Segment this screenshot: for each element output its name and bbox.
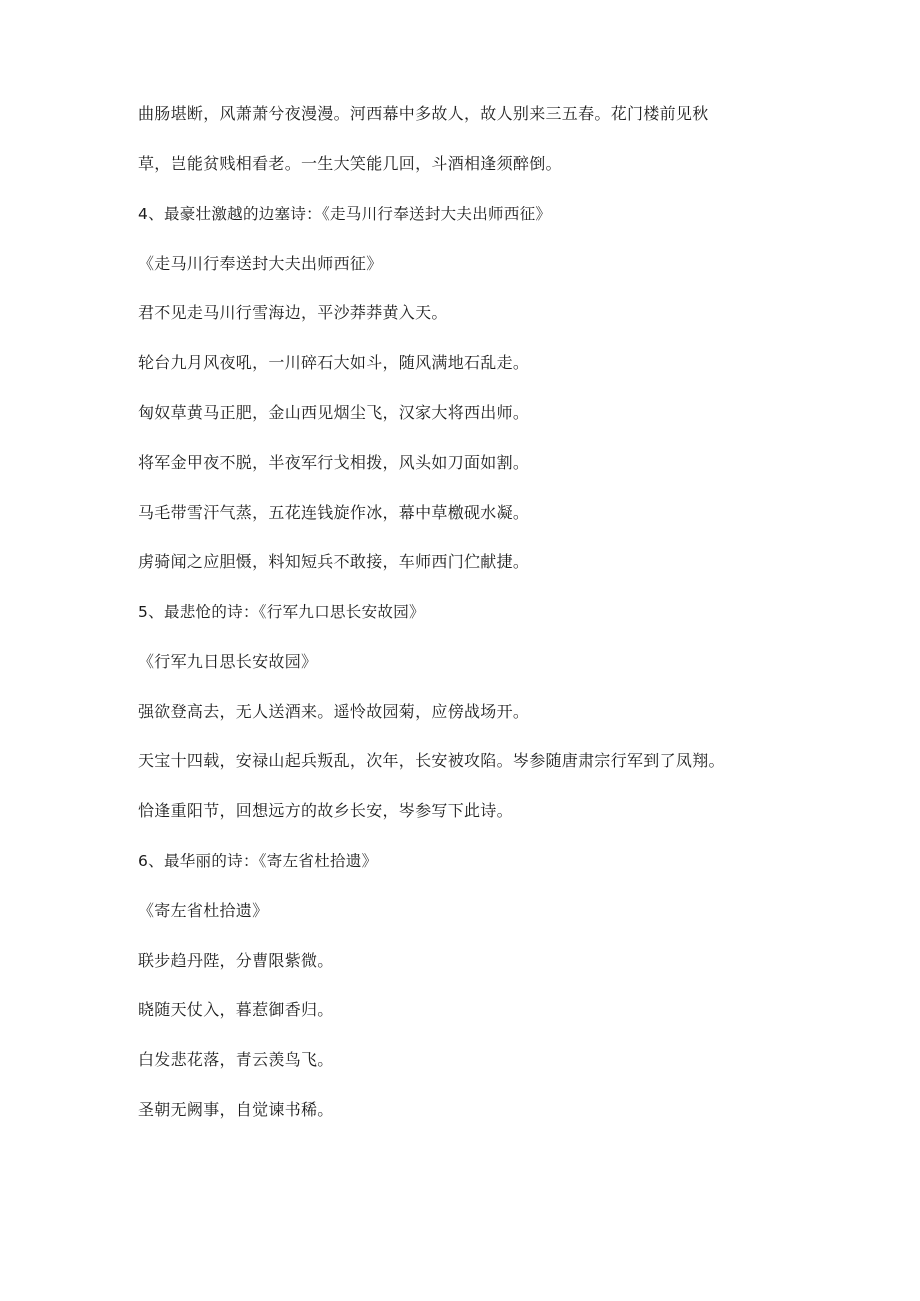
poem-line: 曲肠堪断，风萧萧兮夜漫漫。河西幕中多故人，故人别来三五春。花门楼前见秋: [138, 104, 709, 123]
poem-line: 强欲登高去，无人送酒来。遥怜故园菊，应傍战场开。: [138, 702, 530, 721]
poem-title: 《走马川行奉送封大夫出师西征》: [138, 254, 383, 273]
poem-line: 圣朝无阙事，自觉谏书稀。: [138, 1100, 334, 1119]
poem-line: 君不见走马川行雪海边，平沙莽莽黄入天。: [138, 303, 448, 322]
poem-line: 马毛带雪汗气蒸，五花连钱旋作冰，幕中草檄砚水凝。: [138, 503, 530, 522]
poem-line: 匈奴草黄马正肥，金山西见烟尘飞，汉家大将西出师。: [138, 403, 530, 422]
poem-line: 晓随天仗入，暮惹御香归。: [138, 1000, 334, 1019]
poem-line: 草，岂能贫贱相看老。一生大笑能几回，斗酒相逢须醉倒。: [138, 154, 562, 173]
section-heading: 5、最悲怆的诗：《行军九口思长安故园》: [138, 603, 425, 621]
poem-line: 将军金甲夜不脱，半夜军行戈相拨，风头如刀面如割。: [138, 453, 530, 472]
poem-line: 联步趋丹陛，分曹限紫微。: [138, 951, 334, 970]
section-heading: 4、最豪壮激越的边塞诗：《走马川行奉送封大夫出师西征》: [138, 205, 552, 223]
paragraph-line: 天宝十四载，安禄山起兵叛乱，次年，长安被攻陷。岑参随唐肃宗行军到了凤翔。: [138, 751, 725, 770]
paragraph-line: 恰逢重阳节，回想远方的故乡长安，岑参写下此诗。: [138, 801, 513, 820]
poem-line: 虏骑闻之应胆慑，料知短兵不敢接，车师西门伫献捷。: [138, 552, 530, 571]
poem-title: 《行军九日思长安故园》: [138, 652, 318, 671]
section-heading: 6、最华丽的诗：《寄左省杜拾遗》: [138, 852, 378, 870]
poem-line: 白发悲花落，青云羡鸟飞。: [138, 1050, 334, 1069]
poem-line: 轮台九月风夜吼，一川碎石大如斗，随风满地石乱走。: [138, 353, 530, 372]
poem-title: 《寄左省杜拾遗》: [138, 901, 269, 920]
